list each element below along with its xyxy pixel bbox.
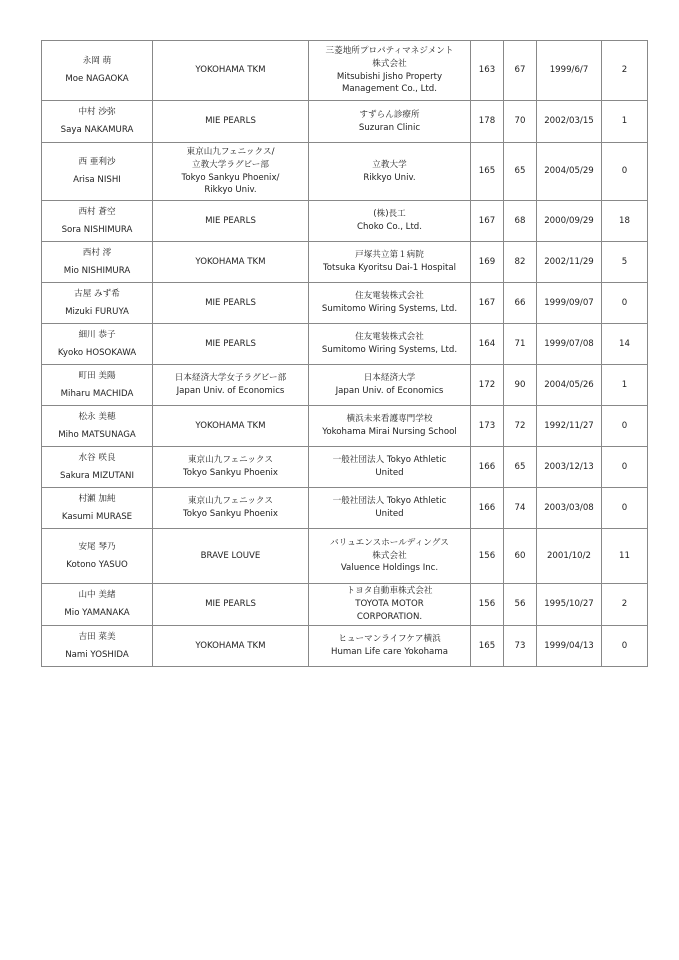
weight-cell: 65 <box>504 143 537 201</box>
table-row <box>42 283 648 324</box>
player-name-en: Kyoko HOSOKAWA <box>57 347 137 358</box>
roster-body <box>42 41 648 667</box>
height-cell: 172 <box>471 365 504 406</box>
player-name-en: Miharu MACHIDA <box>60 388 134 399</box>
affiliation-line: ヒューマンライフケア横浜 <box>338 634 441 645</box>
affiliation-cell <box>309 406 471 447</box>
player-name-en: Miho MATSUNAGA <box>58 429 136 440</box>
table-row <box>42 324 648 365</box>
table-row <box>42 101 648 143</box>
table-row <box>42 626 648 667</box>
affiliation-cell <box>309 201 471 242</box>
affiliation-line: Sumitomo Wiring Systems, Ltd. <box>321 345 458 355</box>
affiliation-cell <box>309 283 471 324</box>
affiliation-line: United <box>375 509 404 519</box>
birthdate-cell: 2002/11/29 <box>537 242 602 283</box>
player-name-cell <box>42 406 153 447</box>
affiliation-cell <box>309 626 471 667</box>
team-line: Tokyo Sankyu Phoenix/ <box>181 172 280 183</box>
birthdate-cell: 2001/10/2 <box>537 529 602 584</box>
player-name-jp: 水谷 咲良 <box>78 452 116 463</box>
team-line: YOKOHAMA TKM <box>195 256 266 267</box>
team-line: MIE PEARLS <box>205 599 256 610</box>
affiliation-cell <box>309 101 471 143</box>
height-cell: 169 <box>471 242 504 283</box>
team-cell <box>153 41 309 101</box>
player-name-jp: 安尾 琴乃 <box>78 541 116 552</box>
team-line: BRAVE LOUVE <box>200 550 261 561</box>
player-name-cell <box>42 101 153 143</box>
birthdate-cell: 1992/11/27 <box>537 406 602 447</box>
affiliation-line: Valuence Holdings Inc. <box>340 563 439 574</box>
table-row <box>42 365 648 406</box>
player-name-en: Moe NAGAOKA <box>65 74 129 84</box>
table-row <box>42 584 648 626</box>
affiliation-line: TOYOTA MOTOR <box>355 599 424 610</box>
table-row <box>42 529 648 584</box>
affiliation-cell <box>309 584 471 626</box>
team-cell <box>153 447 309 488</box>
affiliation-line: 日本経済大学 <box>363 373 416 384</box>
team-line: 日本経済大学女子ラグビー部 <box>174 373 287 384</box>
affiliation-line: Yokohama Mirai Nursing School <box>322 427 457 437</box>
table-row <box>42 488 648 529</box>
affiliation-line: 住友電装株式会社 <box>355 332 424 343</box>
height-cell: 164 <box>471 324 504 365</box>
affiliation-line: すずらん診療所 <box>359 109 420 120</box>
affiliation-line: 一般社団法人 Tokyo Athletic <box>332 496 447 507</box>
team-line: MIE PEARLS <box>205 338 256 349</box>
height-cell: 165 <box>471 143 504 201</box>
team-line: MIE PEARLS <box>205 215 256 226</box>
team-cell <box>153 488 309 529</box>
affiliation-line: Rikkyo Univ. <box>363 172 416 183</box>
table-row <box>42 143 648 201</box>
table-row <box>42 406 648 447</box>
player-name-jp: 松永 美穂 <box>78 411 116 422</box>
weight-cell: 72 <box>504 406 537 447</box>
weight-cell: 71 <box>504 324 537 365</box>
player-name-jp: 西村 蒼空 <box>78 206 116 217</box>
weight-cell: 73 <box>504 626 537 667</box>
affiliation-line: 一般社団法人 Tokyo Athletic <box>332 455 447 466</box>
affiliation-cell <box>309 143 471 201</box>
birthdate-cell: 2003/12/13 <box>537 447 602 488</box>
weight-cell: 66 <box>504 283 537 324</box>
team-line: YOKOHAMA TKM <box>195 420 266 431</box>
birthdate-cell: 2004/05/26 <box>537 365 602 406</box>
team-line: 東京山九フェニックス/ <box>186 146 275 157</box>
team-cell <box>153 626 309 667</box>
caps-cell: 14 <box>602 324 648 365</box>
team-cell <box>153 365 309 406</box>
birthdate-cell: 1999/04/13 <box>537 626 602 667</box>
affiliation-line: Choko Co., Ltd. <box>356 222 422 232</box>
team-line: YOKOHAMA TKM <box>195 640 266 651</box>
player-name-cell <box>42 626 153 667</box>
height-cell: 166 <box>471 488 504 529</box>
caps-cell: 1 <box>602 101 648 143</box>
team-cell <box>153 201 309 242</box>
player-name-cell <box>42 529 153 584</box>
weight-cell: 70 <box>504 101 537 143</box>
team-line: 東京山九フェニックス <box>187 496 274 507</box>
birthdate-cell: 2003/03/08 <box>537 488 602 529</box>
affiliation-cell <box>309 242 471 283</box>
height-cell: 166 <box>471 447 504 488</box>
team-cell <box>153 529 309 584</box>
player-name-jp: 永岡 萌 <box>82 56 112 67</box>
weight-cell: 56 <box>504 584 537 626</box>
caps-cell: 11 <box>602 529 648 584</box>
player-name-cell <box>42 201 153 242</box>
affiliation-cell <box>309 324 471 365</box>
player-name-cell <box>42 584 153 626</box>
affiliation-line: United <box>375 468 404 478</box>
birthdate-cell: 1995/10/27 <box>537 584 602 626</box>
caps-cell: 2 <box>602 584 648 626</box>
player-name-jp: 山中 美緒 <box>78 590 116 601</box>
team-line: 立教大学ラグビー部 <box>191 159 269 170</box>
height-cell: 178 <box>471 101 504 143</box>
player-name-en: Kasumi MURASE <box>61 511 133 522</box>
team-cell <box>153 324 309 365</box>
birthdate-cell: 2000/09/29 <box>537 201 602 242</box>
affiliation-cell <box>309 447 471 488</box>
affiliation-line: 三菱地所プロパティマネジメント <box>325 45 454 56</box>
player-name-jp: 吉田 菜美 <box>78 631 116 642</box>
affiliation-line: Human Life care Yokohama <box>331 647 448 657</box>
player-name-cell <box>42 447 153 488</box>
affiliation-cell <box>309 488 471 529</box>
caps-cell: 0 <box>602 626 648 667</box>
player-name-en: Nami YOSHIDA <box>65 649 129 660</box>
affiliation-cell <box>309 529 471 584</box>
player-name-en: Kotono YASUO <box>66 559 128 570</box>
player-roster-table <box>41 40 648 667</box>
height-cell: 167 <box>471 283 504 324</box>
weight-cell: 68 <box>504 201 537 242</box>
height-cell: 167 <box>471 201 504 242</box>
birthdate-cell: 2004/05/29 <box>537 143 602 201</box>
team-line: YOKOHAMA TKM <box>195 65 266 76</box>
weight-cell: 60 <box>504 529 537 584</box>
team-cell <box>153 406 309 447</box>
affiliation-line: Japan Univ. of Economics <box>335 386 444 396</box>
player-name-en: Arisa NISHI <box>73 175 121 185</box>
affiliation-cell <box>309 365 471 406</box>
team-line: 東京山九フェニックス <box>187 455 274 466</box>
player-name-cell <box>42 488 153 529</box>
team-line: MIE PEARLS <box>205 116 256 127</box>
affiliation-line: (株)長工 <box>373 209 406 220</box>
height-cell: 156 <box>471 584 504 626</box>
height-cell: 156 <box>471 529 504 584</box>
player-name-jp: 細川 恭子 <box>78 329 116 340</box>
player-name-jp: 西村 澪 <box>82 247 112 258</box>
table-row <box>42 41 648 101</box>
birthdate-cell: 1999/09/07 <box>537 283 602 324</box>
weight-cell: 74 <box>504 488 537 529</box>
team-line: Japan Univ. of Economics <box>176 386 285 396</box>
caps-cell: 18 <box>602 201 648 242</box>
caps-cell: 0 <box>602 488 648 529</box>
affiliation-line: バリュエンスホールディングス <box>330 537 449 548</box>
player-name-cell <box>42 283 153 324</box>
caps-cell: 0 <box>602 283 648 324</box>
affiliation-line: CORPORATION. <box>356 611 423 622</box>
affiliation-line: Totsuka Kyoritsu Dai-1 Hospital <box>322 263 457 273</box>
birthdate-cell: 2002/03/15 <box>537 101 602 143</box>
player-name-cell <box>42 242 153 283</box>
team-line: Tokyo Sankyu Phoenix <box>183 509 278 519</box>
weight-cell: 82 <box>504 242 537 283</box>
weight-cell: 65 <box>504 447 537 488</box>
height-cell: 173 <box>471 406 504 447</box>
player-name-jp: 町田 美陽 <box>78 370 116 381</box>
player-name-cell <box>42 365 153 406</box>
team-line: Tokyo Sankyu Phoenix <box>183 468 278 478</box>
team-cell <box>153 242 309 283</box>
team-line: MIE PEARLS <box>205 297 256 308</box>
player-name-en: Sora NISHIMURA <box>61 224 133 235</box>
player-name-cell <box>42 41 153 101</box>
player-name-jp: 村瀬 加純 <box>78 493 116 504</box>
player-name-en: Mio NISHIMURA <box>63 265 131 276</box>
affiliation-line: 戸塚共立第１病院 <box>355 250 424 261</box>
player-name-jp: 中村 沙弥 <box>78 107 116 118</box>
affiliation-line: 株式会社 <box>372 550 407 561</box>
caps-cell: 0 <box>602 406 648 447</box>
team-cell <box>153 101 309 143</box>
caps-cell: 2 <box>602 41 648 101</box>
affiliation-line: Suzuran Clinic <box>358 122 421 133</box>
affiliation-cell <box>309 41 471 101</box>
caps-cell: 1 <box>602 365 648 406</box>
height-cell: 163 <box>471 41 504 101</box>
affiliation-line: Mitsubishi Jisho Property <box>336 71 443 82</box>
height-cell: 165 <box>471 626 504 667</box>
birthdate-cell: 1999/6/7 <box>537 41 602 101</box>
affiliation-line: 横浜未来看護専門学校 <box>346 414 433 425</box>
birthdate-cell: 1999/07/08 <box>537 324 602 365</box>
team-cell <box>153 283 309 324</box>
player-name-jp: 古屋 みず希 <box>74 288 120 299</box>
table-row <box>42 242 648 283</box>
caps-cell: 5 <box>602 242 648 283</box>
affiliation-line: Sumitomo Wiring Systems, Ltd. <box>321 304 458 314</box>
weight-cell: 90 <box>504 365 537 406</box>
weight-cell: 67 <box>504 41 537 101</box>
affiliation-line: トヨタ自動車株式会社 <box>346 586 433 597</box>
caps-cell: 0 <box>602 143 648 201</box>
caps-cell: 0 <box>602 447 648 488</box>
table-row <box>42 447 648 488</box>
player-name-cell <box>42 143 153 201</box>
player-name-en: Mio YAMANAKA <box>64 608 130 618</box>
player-name-en: Sakura MIZUTANI <box>60 470 134 481</box>
affiliation-line: 株式会社 <box>372 58 407 69</box>
player-name-cell <box>42 324 153 365</box>
affiliation-line: Management Co., Ltd. <box>342 84 437 95</box>
table-row <box>42 201 648 242</box>
player-name-en: Saya NAKAMURA <box>60 125 134 135</box>
team-cell <box>153 143 309 201</box>
affiliation-line: 立教大学 <box>372 159 407 170</box>
player-name-en: Mizuki FURUYA <box>65 306 129 317</box>
affiliation-line: 住友電装株式会社 <box>355 291 424 302</box>
team-cell <box>153 584 309 626</box>
team-line: Rikkyo Univ. <box>204 185 257 196</box>
player-name-jp: 西 亜利沙 <box>78 157 116 168</box>
